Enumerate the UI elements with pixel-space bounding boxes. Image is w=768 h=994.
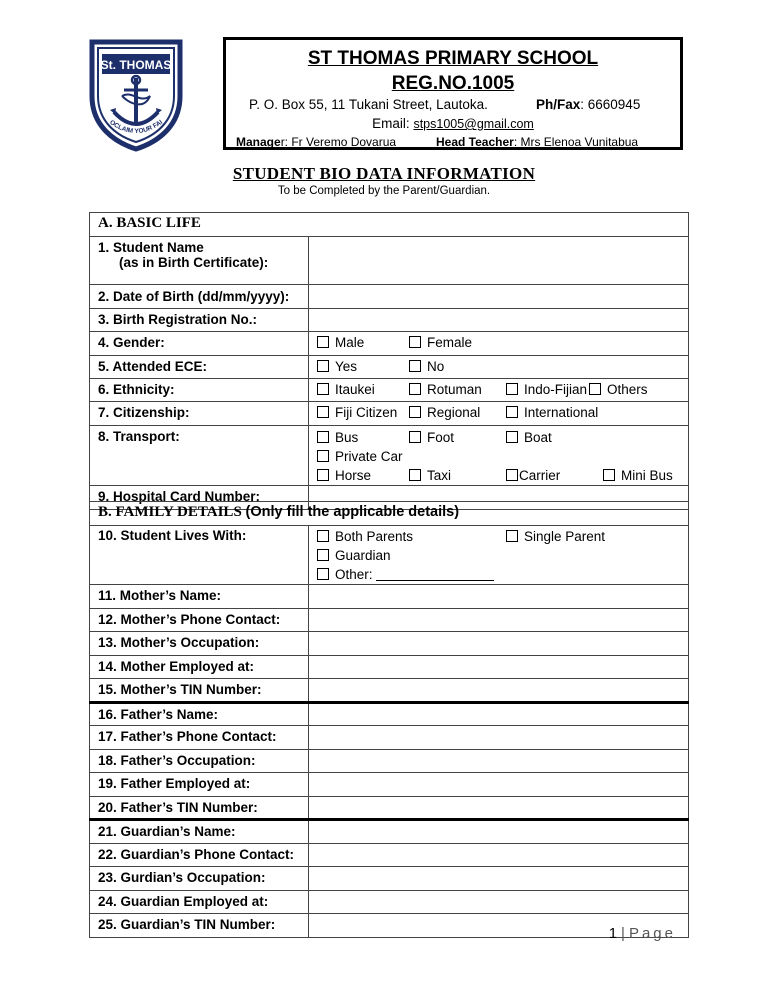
school-header-box	[223, 37, 683, 150]
section-b-table	[89, 501, 689, 938]
label-field-18: 18. Father’s Occupation:	[90, 749, 309, 773]
label-field-12: 12. Mother’s Phone Contact:	[90, 608, 309, 632]
school-address: P. O. Box 55, 11 Tukani Street, Lautoka.	[249, 97, 488, 112]
input-field-17[interactable]	[309, 726, 689, 750]
section-b-heading: B. FAMILY DETAILS (Only fill the applicable details)	[90, 502, 689, 526]
input-field-11[interactable]	[309, 585, 689, 609]
document-subtitle: To be Completed by the Parent/Guardian.	[277, 185, 491, 197]
input-field-24[interactable]	[309, 890, 689, 914]
checkbox-international[interactable]: International	[506, 405, 598, 420]
label-field-13: 13. Mother’s Occupation:	[90, 632, 309, 656]
label-field-22: 22. Guardian’s Phone Contact:	[90, 843, 309, 867]
field-22-row	[90, 843, 689, 867]
input-date-of-birth[interactable]	[309, 285, 689, 309]
input-field-14[interactable]	[309, 655, 689, 679]
checkbox-ece-no[interactable]: No	[409, 359, 444, 374]
field-11-row	[90, 585, 689, 609]
label-ethnicity: 6. Ethnicity:	[90, 379, 309, 402]
label-field-25: 25. Guardian’s TIN Number:	[90, 914, 309, 938]
svg-text:St. THOMAS: St. THOMAS	[100, 58, 172, 72]
field-13-row	[90, 632, 689, 656]
checkbox-regional[interactable]: Regional	[409, 405, 506, 420]
input-field-16[interactable]	[309, 702, 689, 726]
label-student-lives-with: 10. Student Lives With:	[90, 526, 309, 585]
field-12-row	[90, 608, 689, 632]
page-number: 1 | Page	[608, 925, 676, 942]
field-16-row	[90, 702, 689, 726]
field-24-row	[90, 890, 689, 914]
school-crest-logo	[88, 38, 184, 152]
field-23-row	[90, 867, 689, 891]
field-20-row	[90, 796, 689, 820]
school-reg-no: REG.NO.1005	[391, 73, 515, 94]
label-attended-ece: 5. Attended ECE:	[90, 356, 309, 379]
input-student-name[interactable]	[309, 237, 689, 285]
label-student-name: 1. Student Name (as in Birth Certificate):	[90, 237, 309, 285]
label-field-17: 17. Father’s Phone Contact:	[90, 726, 309, 750]
label-gender: 4. Gender:	[90, 332, 309, 356]
checkbox-carrier[interactable]: Carrier	[506, 466, 603, 485]
checkbox-ece-yes[interactable]: Yes	[317, 359, 409, 374]
checkbox-fiji-citizen[interactable]: Fiji Citizen	[317, 405, 409, 420]
ethnicity-options	[309, 379, 689, 402]
checkbox-foot[interactable]: Foot	[409, 428, 506, 447]
checkbox-female[interactable]: Female	[409, 335, 472, 350]
checkbox-mini-bus[interactable]: Mini Bus	[603, 466, 673, 485]
input-field-19[interactable]	[309, 773, 689, 797]
field-21-row	[90, 820, 689, 844]
section-a-heading: A. BASIC LIFE	[90, 213, 689, 237]
label-field-11: 11. Mother’s Name:	[90, 585, 309, 609]
school-staff-line	[226, 135, 680, 151]
input-field-12[interactable]	[309, 608, 689, 632]
citizenship-options	[309, 402, 689, 426]
checkbox-taxi[interactable]: Taxi	[409, 466, 506, 485]
checkbox-bus[interactable]: Bus	[317, 428, 409, 447]
input-field-23[interactable]	[309, 867, 689, 891]
input-field-22[interactable]	[309, 843, 689, 867]
input-field-18[interactable]	[309, 749, 689, 773]
field-14-row	[90, 655, 689, 679]
checkbox-indo-fijian[interactable]: Indo-Fijian	[506, 382, 603, 397]
gender-options	[309, 332, 689, 356]
input-field-15[interactable]	[309, 679, 689, 703]
checkbox-male[interactable]: Male	[317, 335, 409, 350]
lives-with-options	[309, 526, 689, 585]
field-25-row	[90, 914, 689, 938]
checkbox-other[interactable]: Other:	[317, 565, 494, 584]
label-field-19: 19. Father Employed at:	[90, 773, 309, 797]
field-17-row	[90, 726, 689, 750]
svg-text:PROCLAIM YOUR FAITH: OCLAIM YOUR FAI	[108, 118, 165, 136]
label-birth-registration: 3. Birth Registration No.:	[90, 309, 309, 332]
label-date-of-birth: 2. Date of Birth (dd/mm/yyyy):	[90, 285, 309, 309]
label-field-24: 24. Guardian Employed at:	[90, 890, 309, 914]
checkbox-single-parent[interactable]: Single Parent	[506, 527, 605, 546]
checkbox-both-parents[interactable]: Both Parents	[317, 527, 506, 546]
school-name: ST THOMAS PRIMARY SCHOOL	[307, 48, 599, 69]
field-18-row	[90, 749, 689, 773]
label-field-15: 15. Mother’s TIN Number:	[90, 679, 309, 703]
input-field-20[interactable]	[309, 796, 689, 820]
input-field-21[interactable]	[309, 820, 689, 844]
label-citizenship: 7. Citizenship:	[90, 402, 309, 426]
head-teacher: Head Teacher: Mrs Elenoa Vunitabua	[436, 135, 639, 149]
field-19-row	[90, 773, 689, 797]
checkbox-others[interactable]: Others	[589, 382, 648, 397]
label-field-23: 23. Gurdian’s Occupation:	[90, 867, 309, 891]
label-field-21: 21. Guardian’s Name:	[90, 820, 309, 844]
checkbox-boat[interactable]: Boat	[506, 428, 603, 447]
label-transport: 8. Transport:	[90, 426, 309, 486]
checkbox-private-car[interactable]: Private Car	[317, 447, 403, 466]
checkbox-itaukei[interactable]: Itaukei	[317, 382, 409, 397]
manager: Manager: Fr Veremo Dovarua	[236, 135, 397, 149]
ece-options	[309, 356, 689, 379]
transport-options	[309, 426, 689, 486]
document-title: STUDENT BIO DATA INFORMATION	[232, 164, 536, 183]
label-field-16: 16. Father’s Name:	[90, 702, 309, 726]
label-hospital-card: 9. Hospital Card Number:	[90, 486, 309, 510]
checkbox-guardian[interactable]: Guardian	[317, 546, 506, 565]
school-email-link[interactable]: stps1005@gmail.com	[413, 117, 534, 131]
input-field-13[interactable]	[309, 632, 689, 656]
checkbox-rotuman[interactable]: Rotuman	[409, 382, 506, 397]
field-15-row	[90, 679, 689, 703]
label-field-20: 20. Father’s TIN Number:	[90, 796, 309, 820]
checkbox-horse[interactable]: Horse	[317, 466, 409, 485]
label-field-14: 14. Mother Employed at:	[90, 655, 309, 679]
section-a-table	[89, 212, 689, 510]
other-blank-line[interactable]	[376, 568, 494, 581]
input-birth-registration[interactable]	[309, 309, 689, 332]
school-email-line: Email: stps1005@gmail.com	[372, 116, 534, 131]
school-phone: Ph/Fax: 6660945	[536, 97, 641, 112]
school-address-line	[226, 97, 680, 115]
